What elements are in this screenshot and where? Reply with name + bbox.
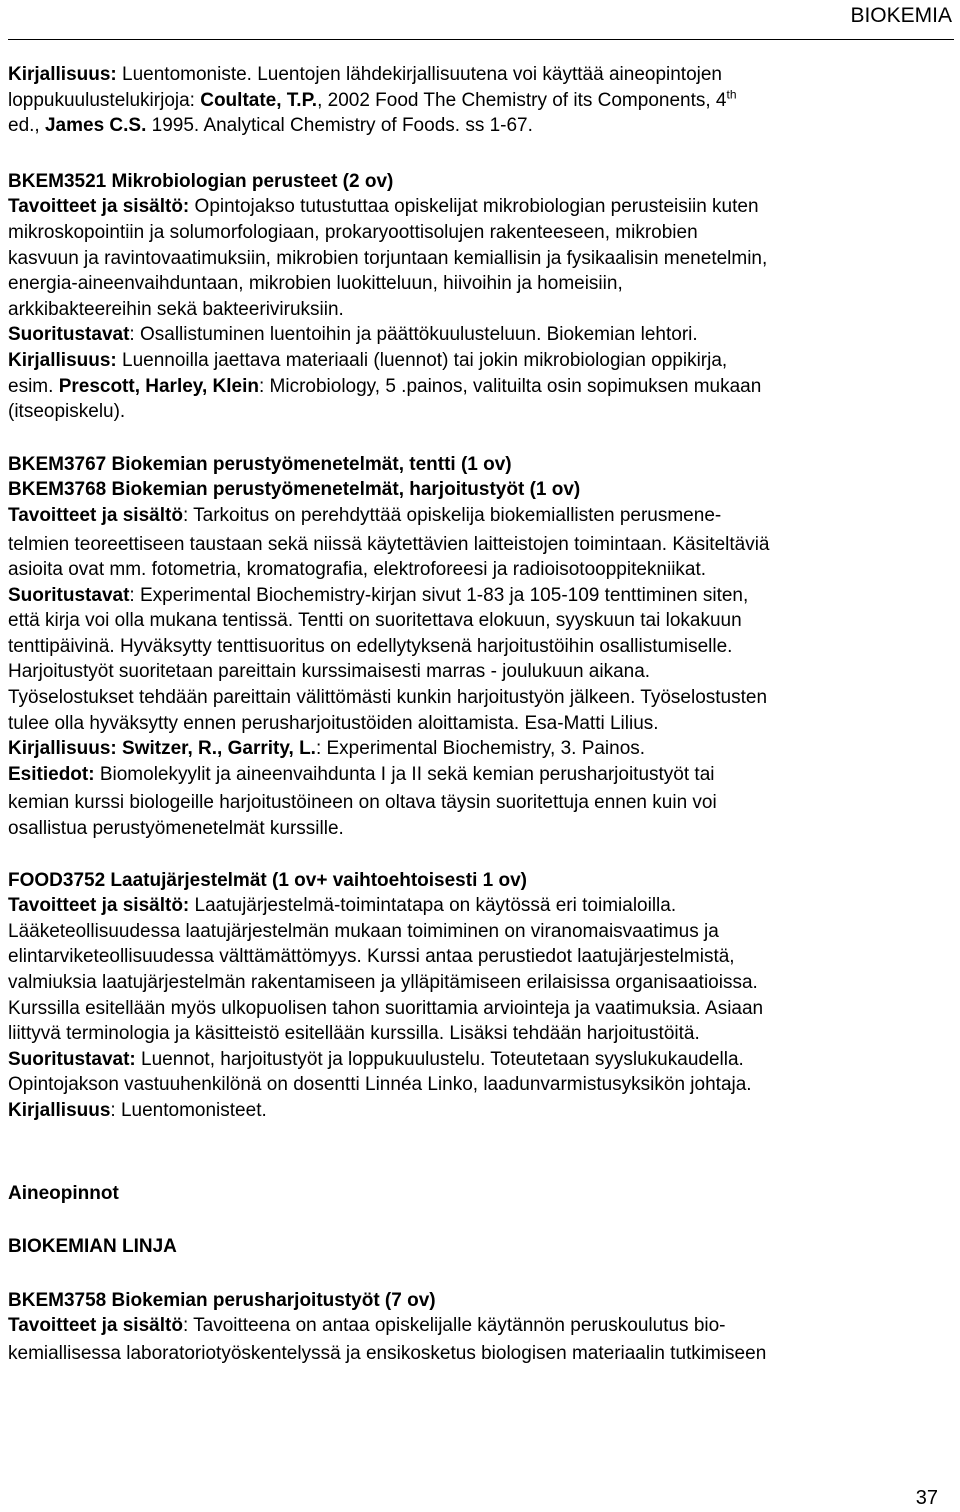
intro-superscript: th (726, 87, 737, 102)
methods-line-1 (8, 1047, 948, 1073)
goals-line-1 (8, 893, 948, 919)
course-bkem3521 (8, 169, 948, 425)
intro-text-ed: ed., (8, 115, 45, 137)
course-title: BKEM3758 Biokemian perusharjoitustyöt (7 ov) (8, 1289, 436, 1311)
goals-text: Laatujärjestelmä-toimintatapa on käytössä eri toimialoilla. (189, 895, 677, 917)
methods-line-2: että kirja voi olla mukana tentissä. Tentti on suoritettava elokuun, syyskuun tai lokakuun (8, 610, 742, 632)
goals-text: : Tavoitteena on antaa opiskelijalle käytännön peruskoulutus bio- (182, 1315, 726, 1337)
goals-line-5: arkkibakteereihin sekä bakteeriviruksiin. (8, 298, 344, 320)
course-food3752 (8, 868, 948, 1124)
intro-line-2 (8, 88, 948, 114)
methods-line-4: Harjoitustyöt suoritetaan pareittain kurssimaisesti marras - joulukuun aikana. (8, 661, 651, 683)
header-rule (8, 39, 954, 40)
course-title: FOOD3752 Laatujärjestelmät (1 ov+ vaihtoehtoisesti 1 ov) (8, 869, 527, 891)
goals-label: Tavoitteet ja sisältö (8, 1315, 183, 1337)
section-heading-aineopinnot: Aineopinnot (8, 1182, 119, 1204)
goals-line-2: mikroskopointiin ja solumorfologiaan, prokaryoottisolujen rakenteeseen, mikrobien (8, 221, 698, 243)
goals-line-1 (8, 1313, 948, 1339)
goals-line-1 (8, 503, 948, 529)
course-title: BKEM3767 Biokemian perustyömenetelmät, tentti (1 ov) (8, 453, 512, 475)
goals-line-3: elintarviketeollisuudessa välttämättömyys. Kurssi antaa perustiedot laatujärjestelmistä, (8, 946, 735, 968)
intro-line-1 (8, 62, 948, 88)
intro-line-3 (8, 113, 948, 139)
goals-line-1 (8, 194, 948, 220)
prereq-label: Esitiedot: (8, 763, 95, 785)
methods-line-1 (8, 583, 948, 609)
prereq-line-2: kemian kurssi biologeille harjoitustöineen on oltava täysin suoritettuja ennen kuin voi (8, 792, 717, 814)
lit-text-c: : Microbiology, 5 .painos, valituilta osin sopimuksen mukaan (258, 375, 762, 397)
page-number: 37 (915, 1487, 938, 1509)
lit-text-a: esim. (8, 375, 59, 397)
goals-line-6: liittyvä terminologia ja käsitteistö esitellään kurssilla. Lisäksi tehdään harjoitustöitä. (8, 1023, 700, 1045)
intro-text-tail: 1995. Analytical Chemistry of Foods. ss 1-67. (146, 115, 533, 137)
intro-lit-label: Kirjallisuus: (8, 64, 117, 85)
intro-text-a: loppukuulustelukirjoja: (8, 89, 201, 111)
methods-line-6: tulee olla hyväksytty ennen perusharjoitustöiden aloittamista. Esa-Matti Lilius. (8, 712, 659, 734)
course-title: BKEM3521 Mikrobiologian perusteet (2 ov) (8, 170, 394, 192)
lit-text: : Experimental Biochemistry, 3. Painos. (315, 738, 646, 760)
lit-line-3: (itseopiskelu). (8, 401, 126, 423)
lit-label: Kirjallisuus: (8, 349, 117, 371)
section-heading-biokemian-linja: BIOKEMIAN LINJA (8, 1236, 177, 1258)
methods-line-2: Opintojakson vastuuhenkilönä on dosentti Linnéa Linko, laadunvarmistusyksikön johtaja. (8, 1074, 752, 1096)
document-body (8, 62, 948, 1367)
course-title-2: BKEM3768 Biokemian perustyömenetelmät, harjoitustyöt (1 ov) (8, 479, 581, 501)
methods-text: Luennot, harjoitustyöt ja loppukuulustelu. Toteutetaan syyslukukaudella. (135, 1048, 744, 1070)
lit-authors: Prescott, Harley, Klein (58, 375, 259, 397)
intro-author-coultate: Coultate, T.P. (200, 89, 318, 111)
methods-text: : Experimental Biochemistry-kirjan sivut 1-83 ja 105-109 tenttiminen siten, (129, 584, 749, 606)
lit-line (8, 736, 948, 762)
methods-line-3: tenttipäivinä. Hyväksytty tenttisuoritus on edellytyksenä harjoitustöihin osallistumiselle. (8, 635, 733, 657)
intro-lit-text: Luentomoniste. Luentojen lähdekirjallisuutena voi käyttää aineopintojen (116, 64, 723, 85)
intro-section (8, 62, 948, 139)
goals-line-4: valmiuksia laatujärjestelmän rakentamiseen ja ylläpitämiseen erilaisissa organisaatioissa. (8, 972, 758, 993)
lit-label: Kirjallisuus: Switzer, R., Garrity, L. (8, 738, 316, 760)
lit-line (8, 1098, 948, 1124)
methods-text: : Osallistuminen luentoihin ja päättökuulusteluun. Biokemian lehtori. (129, 324, 698, 346)
goals-line-3: kasvuun ja ravintovaatimuksiin, mikrobien torjuntaan kemiallisin ja fysikaalisin menetelmin, (8, 247, 768, 269)
goals-line-2: telmien teoreettiseen taustaan sekä niissä käytettävien laitteistojen toimintaan. Käsiteltäviä (8, 533, 770, 555)
prereq-text: Biomolekyylit ja aineenvaihdunta I ja II sekä kemian perusharjoitustyöt tai (94, 763, 715, 785)
page-header (0, 0, 960, 42)
prereq-line-3: osallistua perustyömenetelmät kurssille. (8, 818, 344, 840)
methods-line-5: Työselostukset tehdään pareittain välittömästi kunkin harjoitustyön jälkeen. Työselostusten (8, 687, 768, 709)
goals-line-2: Lääketeollisuudessa laatujärjestelmän mukaan toimiminen on viranomaisvaatimus ja (8, 920, 719, 942)
prereq-line-1 (8, 762, 948, 788)
goals-line-4: energia-aineenvaihduntaan, mikrobien luokitteluun, hiivoihin ja homeisiin, (8, 273, 623, 295)
goals-line-2: kemiallisessa laboratoriotyöskentelyssä ja ensikosketus biologisen materiaalin tutkimiseen (8, 1342, 767, 1364)
course-bkem3767 (8, 452, 948, 842)
goals-line-5: Kurssilla esitellään myös ulkopuolisen tahon suorittamia arviointeja ja vaatimuksia. Asiaan (8, 997, 764, 1019)
header-title: BIOKEMIA (850, 4, 952, 27)
lit-line-2 (8, 374, 948, 400)
goals-text: Opintojakso tutustuttaa opiskelijat mikrobiologian perusteisiin kuten (189, 196, 759, 218)
goals-line-3: asioita ovat mm. fotometria, kromatografia, elektroforeesi ja radioisotooppitekniikat. (8, 559, 707, 581)
lit-text: : Luentomonisteet. (110, 1099, 267, 1121)
methods-label: Suoritustavat: (8, 1048, 136, 1070)
methods-label: Suoritustavat (8, 324, 130, 346)
methods-line (8, 322, 948, 348)
lit-line-1 (8, 348, 948, 374)
lit-text: Luennoilla jaettava materiaali (luennot) tai jokin mikrobiologian oppikirja, (116, 349, 728, 371)
goals-label: Tavoitteet ja sisältö: (8, 196, 190, 218)
course-bkem3758 (8, 1288, 948, 1367)
goals-text: : Tarkoitus on perehdyttää opiskelija biokemiallisten perusmene- (182, 504, 722, 526)
lit-label: Kirjallisuus (8, 1099, 111, 1121)
intro-text-c: , 2002 Food The Chemistry of its Components, 4 (317, 89, 727, 111)
goals-label: Tavoitteet ja sisältö (8, 504, 183, 526)
goals-label: Tavoitteet ja sisältö: (8, 895, 190, 917)
methods-label: Suoritustavat (8, 584, 130, 606)
intro-author-james: James C.S. (44, 115, 147, 137)
